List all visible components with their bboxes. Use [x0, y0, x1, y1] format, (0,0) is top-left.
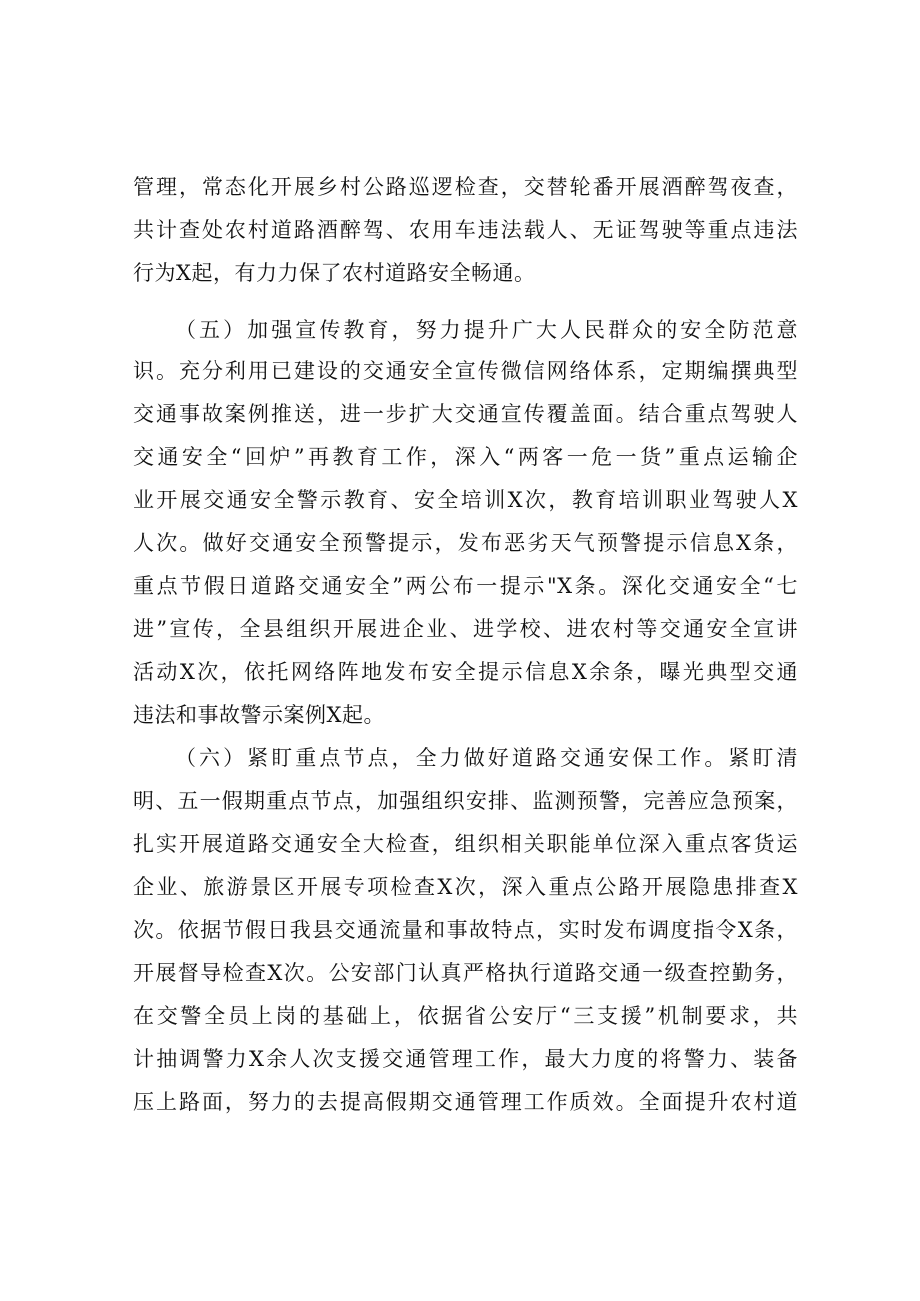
- paragraph-2-line-1: （五）加强宣传教育，努力提升广大人民群众的安全防范意: [175, 318, 798, 342]
- paragraph-3-line-2: 明、五一假期重点节点，加强组织安排、监测预警，完善应急预案，: [133, 789, 798, 813]
- paragraph-2-line-7: 重点节假日道路交通安全”两公布一提示"X条。深化交通安全“七: [133, 574, 798, 598]
- paragraph-2-line-4: 交通安全“回炉”再教育工作，深入“两客一危一货”重点运输企: [133, 445, 798, 469]
- paragraph-2-line-10: 违法和事故警示案例X起。: [133, 703, 385, 727]
- paragraph-3-line-8: 计抽调警力X余人次支援交通管理工作，最大力度的将警力、装备: [133, 1047, 798, 1071]
- paragraph-3-line-6: 开展督导检查X次。公安部门认真严格执行道路交通一级查控勤务，: [133, 961, 798, 985]
- paragraph-2-line-9: 活动X次，依托网络阵地发布安全提示信息X余条，曝光典型交通: [133, 660, 798, 684]
- paragraph-3-line-9: 压上路面，努力的去提高假期交通管理工作质效。全面提升农村道: [133, 1090, 798, 1114]
- paragraph-2-line-2: 识。充分利用已建设的交通安全宣传微信网络体系，定期编撰典型: [133, 359, 798, 383]
- paragraph-1-line-2: 共计查处农村道路酒醉驾、农用车违法载人、无证驾驶等重点违法: [133, 218, 798, 242]
- paragraph-1-line-3: 行为X起，有力力保了农村道路安全畅通。: [133, 261, 536, 285]
- paragraph-3-line-3: 扎实开展道路交通安全大检查，组织相关职能单位深入重点客货运: [133, 832, 798, 856]
- paragraph-2-line-6: 人次。做好交通安全预警提示，发布恶劣天气预警提示信息X条，: [133, 531, 798, 555]
- paragraph-2-line-3: 交通事故案例推送，进一步扩大交通宣传覆盖面。结合重点驾驶人: [133, 402, 798, 426]
- paragraph-3-line-7: 在交警全员上岗的基础上，依据省公安厅“三支援”机制要求，共: [133, 1004, 798, 1028]
- paragraph-1-line-1: 管理，常态化开展乡村公路巡逻检查，交替轮番开展酒醉驾夜查，: [133, 175, 798, 199]
- paragraph-2-line-5: 业开展交通安全警示教育、安全培训X次，教育培训职业驾驶人X: [133, 488, 798, 512]
- paragraph-3-line-1: （六）紧盯重点节点，全力做好道路交通安保工作。紧盯清: [175, 746, 798, 770]
- paragraph-3-line-5: 次。依据节假日我县交通流量和事故特点，实时发布调度指令X条，: [133, 918, 798, 942]
- paragraph-2-line-8: 进”宣传，全县组织开展进企业、进学校、进农村等交通安全宣讲: [133, 617, 798, 641]
- paragraph-3-line-4: 企业、旅游景区开展专项检查X次，深入重点公路开展隐患排查X: [133, 875, 798, 899]
